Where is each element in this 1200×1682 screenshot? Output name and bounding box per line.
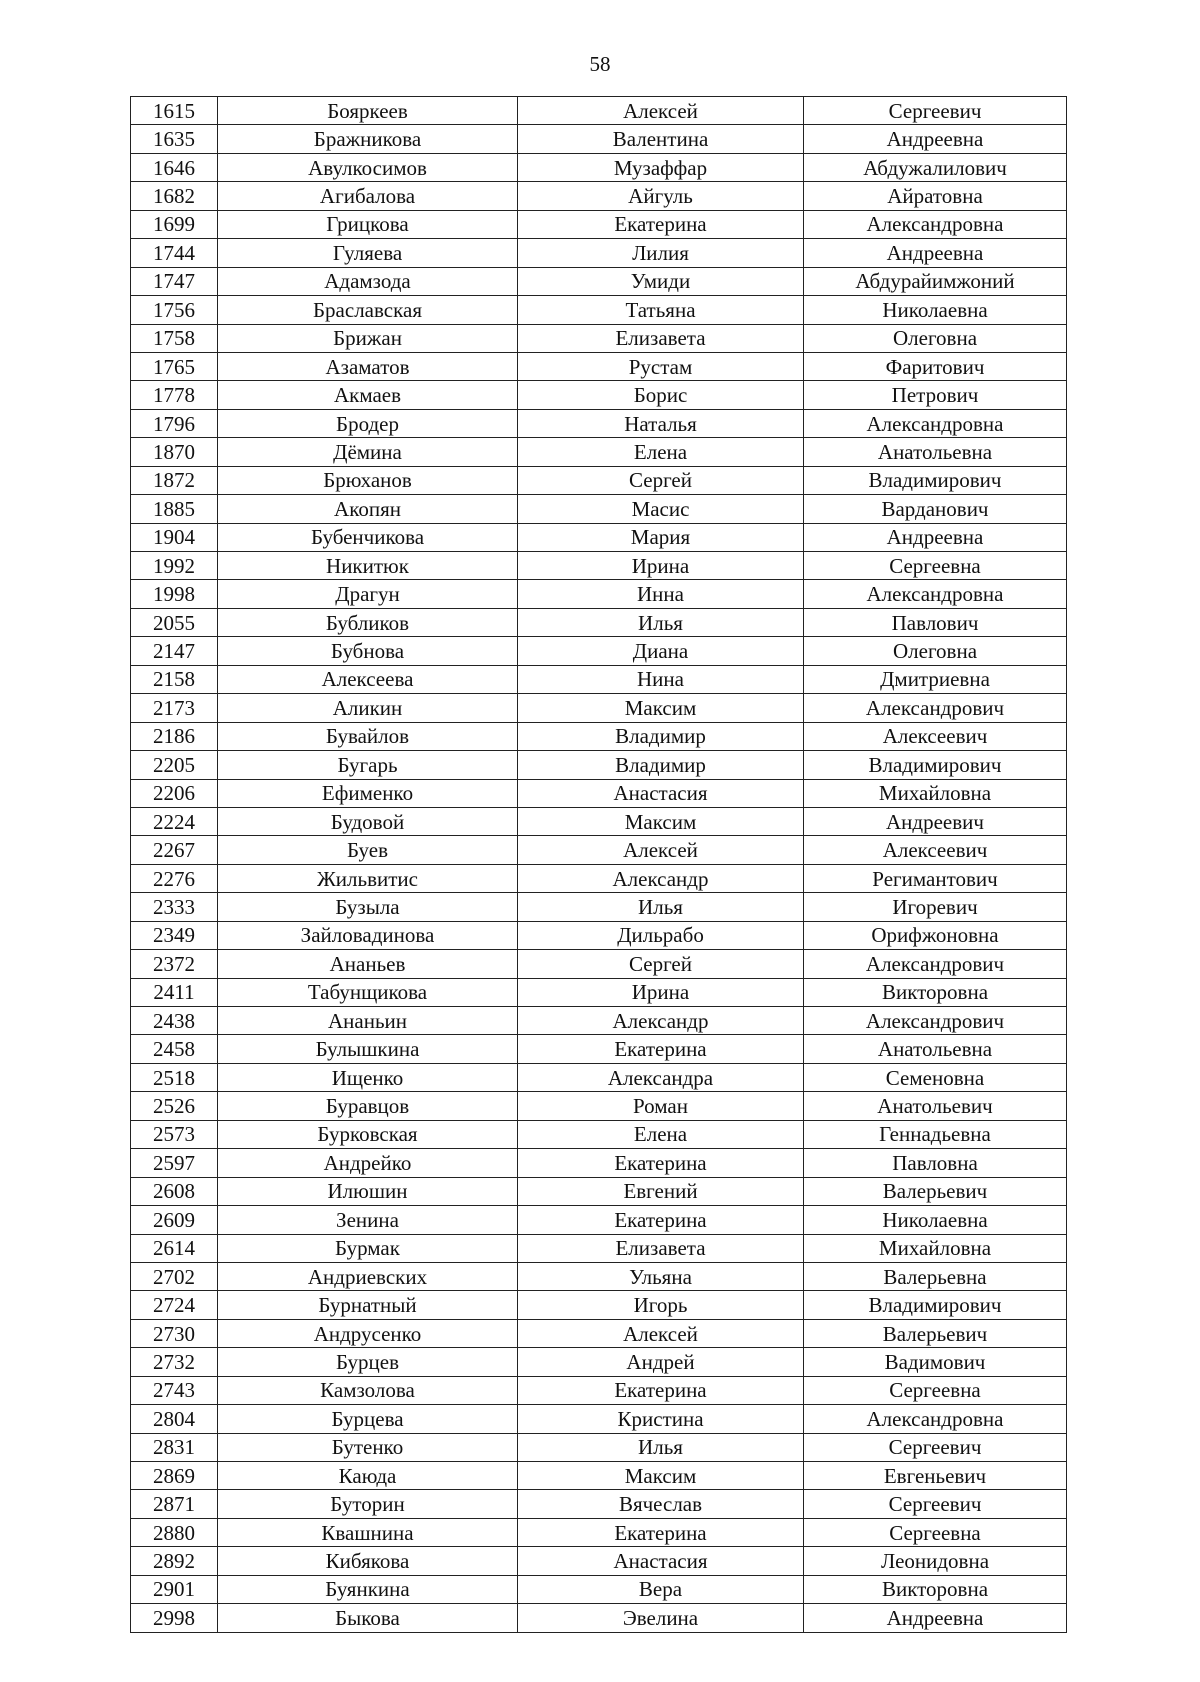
surname-cell: Брижан [218,324,518,352]
record-number-cell: 2597 [131,1149,218,1177]
table-row [131,466,1067,494]
given-name-cell: Елена [518,438,804,466]
surname-cell: Табунщикова [218,978,518,1006]
patronymic-cell: Вадимович [804,1348,1067,1376]
given-name-cell: Илья [518,608,804,636]
surname-cell: Квашнина [218,1518,518,1546]
surname-cell: Никитюк [218,552,518,580]
patronymic-cell: Андреевич [804,807,1067,835]
table-row [131,210,1067,238]
table-row [131,352,1067,380]
given-name-cell: Масис [518,495,804,523]
surname-cell: Бугарь [218,751,518,779]
given-name-cell: Илья [518,1433,804,1461]
table-row [131,836,1067,864]
surname-cell: Бувайлов [218,722,518,750]
given-name-cell: Елизавета [518,324,804,352]
patronymic-cell: Валерьевич [804,1177,1067,1205]
record-number-cell: 2614 [131,1234,218,1262]
surname-cell: Ищенко [218,1063,518,1091]
surname-cell: Булышкина [218,1035,518,1063]
surname-cell: Буторин [218,1490,518,1518]
given-name-cell: Евгений [518,1177,804,1205]
given-name-cell: Сергей [518,466,804,494]
table-row [131,950,1067,978]
record-number-cell: 2526 [131,1092,218,1120]
table-row [131,153,1067,181]
patronymic-cell: Сергеевич [804,97,1067,125]
given-name-cell: Борис [518,381,804,409]
table-row [131,1604,1067,1632]
patronymic-cell: Орифжоновна [804,921,1067,949]
record-number-cell: 1765 [131,352,218,380]
given-name-cell: Александра [518,1063,804,1091]
surname-cell: Бубнова [218,637,518,665]
table-row [131,1518,1067,1546]
given-name-cell: Алексей [518,97,804,125]
table-row [131,1547,1067,1575]
surname-cell: Браславская [218,296,518,324]
given-name-cell: Эвелина [518,1604,804,1632]
surname-cell: Буянкина [218,1575,518,1603]
given-name-cell: Елизавета [518,1234,804,1262]
table-row [131,893,1067,921]
given-name-cell: Валентина [518,125,804,153]
given-name-cell: Кристина [518,1405,804,1433]
surname-cell: Андриевских [218,1262,518,1290]
surname-cell: Аликин [218,694,518,722]
surname-cell: Гуляева [218,239,518,267]
table-row [131,438,1067,466]
given-name-cell: Умиди [518,267,804,295]
table-row [131,722,1067,750]
surname-cell: Бубликов [218,608,518,636]
table-row [131,1035,1067,1063]
surname-cell: Брюханов [218,466,518,494]
patronymic-cell: Валерьевна [804,1262,1067,1290]
surname-cell: Илюшин [218,1177,518,1205]
roster-body [131,97,1067,1633]
record-number-cell: 2224 [131,807,218,835]
table-row [131,807,1067,835]
given-name-cell: Алексей [518,1319,804,1347]
record-number-cell: 1744 [131,239,218,267]
record-number-cell: 2998 [131,1604,218,1632]
patronymic-cell: Сергеевна [804,1518,1067,1546]
given-name-cell: Нина [518,665,804,693]
record-number-cell: 2205 [131,751,218,779]
table-row [131,1007,1067,1035]
record-number-cell: 1615 [131,97,218,125]
record-number-cell: 2609 [131,1206,218,1234]
given-name-cell: Максим [518,694,804,722]
table-row [131,637,1067,665]
surname-cell: Буев [218,836,518,864]
patronymic-cell: Геннадьевна [804,1120,1067,1148]
record-number-cell: 2608 [131,1177,218,1205]
table-row [131,1376,1067,1404]
patronymic-cell: Николаевна [804,296,1067,324]
given-name-cell: Екатерина [518,1376,804,1404]
record-number-cell: 2743 [131,1376,218,1404]
record-number-cell: 2158 [131,665,218,693]
patronymic-cell: Петрович [804,381,1067,409]
record-number-cell: 1904 [131,523,218,551]
patronymic-cell: Дмитриевна [804,665,1067,693]
given-name-cell: Александр [518,864,804,892]
surname-cell: Жильвитис [218,864,518,892]
record-number-cell: 1885 [131,495,218,523]
record-number-cell: 2518 [131,1063,218,1091]
patronymic-cell: Павлович [804,608,1067,636]
table-row [131,523,1067,551]
page-number: 58 [589,52,611,76]
patronymic-cell: Павловна [804,1149,1067,1177]
given-name-cell: Екатерина [518,1035,804,1063]
surname-cell: Адамзода [218,267,518,295]
patronymic-cell: Евгеньевич [804,1462,1067,1490]
record-number-cell: 1872 [131,466,218,494]
given-name-cell: Илья [518,893,804,921]
record-number-cell: 1682 [131,182,218,210]
record-number-cell: 2333 [131,893,218,921]
given-name-cell: Мария [518,523,804,551]
record-number-cell: 1646 [131,153,218,181]
record-number-cell: 2372 [131,950,218,978]
given-name-cell: Сергей [518,950,804,978]
patronymic-cell: Александрович [804,1007,1067,1035]
patronymic-cell: Олеговна [804,637,1067,665]
record-number-cell: 2055 [131,608,218,636]
surname-cell: Бубенчикова [218,523,518,551]
surname-cell: Кибякова [218,1547,518,1575]
surname-cell: Зенина [218,1206,518,1234]
surname-cell: Бояркеев [218,97,518,125]
record-number-cell: 1998 [131,580,218,608]
table-row [131,751,1067,779]
table-row [131,1149,1067,1177]
record-number-cell: 2411 [131,978,218,1006]
patronymic-cell: Анатольевич [804,1092,1067,1120]
table-row [131,1234,1067,1262]
surname-cell: Андрейко [218,1149,518,1177]
table-row [131,125,1067,153]
table-row [131,1120,1067,1148]
table-row [131,1433,1067,1461]
patronymic-cell: Валерьевич [804,1319,1067,1347]
table-row [131,1575,1067,1603]
patronymic-cell: Владимирович [804,466,1067,494]
given-name-cell: Татьяна [518,296,804,324]
patronymic-cell: Семеновна [804,1063,1067,1091]
patronymic-cell: Андреевна [804,239,1067,267]
record-number-cell: 2147 [131,637,218,665]
patronymic-cell: Сергеевна [804,1376,1067,1404]
patronymic-cell: Александровна [804,409,1067,437]
surname-cell: Бурнатный [218,1291,518,1319]
table-row [131,324,1067,352]
patronymic-cell: Фаритович [804,352,1067,380]
record-number-cell: 2831 [131,1433,218,1461]
surname-cell: Бурмак [218,1234,518,1262]
given-name-cell: Елена [518,1120,804,1148]
surname-cell: Драгун [218,580,518,608]
patronymic-cell: Владимирович [804,751,1067,779]
surname-cell: Акопян [218,495,518,523]
patronymic-cell: Андреевна [804,1604,1067,1632]
record-number-cell: 1778 [131,381,218,409]
given-name-cell: Александр [518,1007,804,1035]
table-row [131,1291,1067,1319]
table-row [131,694,1067,722]
record-number-cell: 1756 [131,296,218,324]
surname-cell: Бурцева [218,1405,518,1433]
table-row [131,864,1067,892]
patronymic-cell: Викторовна [804,1575,1067,1603]
given-name-cell: Инна [518,580,804,608]
record-number-cell: 1699 [131,210,218,238]
table-row [131,267,1067,295]
table-row [131,296,1067,324]
roster-table [130,96,1067,1633]
patronymic-cell: Александрович [804,694,1067,722]
patronymic-cell: Айратовна [804,182,1067,210]
given-name-cell: Андрей [518,1348,804,1376]
surname-cell: Бурковская [218,1120,518,1148]
patronymic-cell: Александровна [804,580,1067,608]
record-number-cell: 1635 [131,125,218,153]
record-number-cell: 2869 [131,1462,218,1490]
record-number-cell: 2573 [131,1120,218,1148]
given-name-cell: Айгуль [518,182,804,210]
given-name-cell: Екатерина [518,1149,804,1177]
surname-cell: Ефименко [218,779,518,807]
record-number-cell: 2901 [131,1575,218,1603]
surname-cell: Каюда [218,1462,518,1490]
record-number-cell: 1796 [131,409,218,437]
given-name-cell: Дильрабо [518,921,804,949]
patronymic-cell: Варданович [804,495,1067,523]
surname-cell: Азаматов [218,352,518,380]
table-row [131,1092,1067,1120]
record-number-cell: 2804 [131,1405,218,1433]
table-row [131,1462,1067,1490]
given-name-cell: Владимир [518,751,804,779]
surname-cell: Зайловадинова [218,921,518,949]
record-number-cell: 2730 [131,1319,218,1347]
surname-cell: Агибалова [218,182,518,210]
record-number-cell: 2871 [131,1490,218,1518]
surname-cell: Бузыла [218,893,518,921]
given-name-cell: Игорь [518,1291,804,1319]
record-number-cell: 2267 [131,836,218,864]
table-row [131,665,1067,693]
patronymic-cell: Анатольевна [804,438,1067,466]
given-name-cell: Максим [518,807,804,835]
record-number-cell: 2892 [131,1547,218,1575]
given-name-cell: Лилия [518,239,804,267]
table-row [131,921,1067,949]
given-name-cell: Рустам [518,352,804,380]
surname-cell: Грицкова [218,210,518,238]
surname-cell: Андрусенко [218,1319,518,1347]
table-row [131,97,1067,125]
given-name-cell: Роман [518,1092,804,1120]
given-name-cell: Ирина [518,552,804,580]
table-row [131,1348,1067,1376]
patronymic-cell: Анатольевна [804,1035,1067,1063]
record-number-cell: 1747 [131,267,218,295]
table-row [131,1319,1067,1347]
record-number-cell: 2349 [131,921,218,949]
surname-cell: Камзолова [218,1376,518,1404]
patronymic-cell: Викторовна [804,978,1067,1006]
record-number-cell: 1758 [131,324,218,352]
given-name-cell: Диана [518,637,804,665]
given-name-cell: Вячеслав [518,1490,804,1518]
record-number-cell: 2880 [131,1518,218,1546]
given-name-cell: Екатерина [518,1518,804,1546]
record-number-cell: 2206 [131,779,218,807]
patronymic-cell: Сергеевич [804,1433,1067,1461]
record-number-cell: 2702 [131,1262,218,1290]
surname-cell: Акмаев [218,381,518,409]
table-row [131,1206,1067,1234]
table-row [131,1490,1067,1518]
table-row [131,409,1067,437]
record-number-cell: 1870 [131,438,218,466]
given-name-cell: Ирина [518,978,804,1006]
table-row [131,182,1067,210]
surname-cell: Ананьин [218,1007,518,1035]
given-name-cell: Наталья [518,409,804,437]
given-name-cell: Екатерина [518,210,804,238]
table-row [131,978,1067,1006]
patronymic-cell: Андреевна [804,523,1067,551]
table-row [131,608,1067,636]
record-number-cell: 2438 [131,1007,218,1035]
patronymic-cell: Александровна [804,210,1067,238]
given-name-cell: Ульяна [518,1262,804,1290]
patronymic-cell: Олеговна [804,324,1067,352]
table-row [131,1063,1067,1091]
patronymic-cell: Владимирович [804,1291,1067,1319]
record-number-cell: 1992 [131,552,218,580]
patronymic-cell: Александрович [804,950,1067,978]
surname-cell: Быкова [218,1604,518,1632]
patronymic-cell: Михайловна [804,1234,1067,1262]
patronymic-cell: Михайловна [804,779,1067,807]
record-number-cell: 2732 [131,1348,218,1376]
surname-cell: Авулкосимов [218,153,518,181]
table-row [131,552,1067,580]
given-name-cell: Максим [518,1462,804,1490]
patronymic-cell: Леонидовна [804,1547,1067,1575]
table-row [131,239,1067,267]
table-row [131,1405,1067,1433]
table-row [131,381,1067,409]
record-number-cell: 2724 [131,1291,218,1319]
table-row [131,495,1067,523]
record-number-cell: 2276 [131,864,218,892]
patronymic-cell: Сергеевна [804,552,1067,580]
surname-cell: Буравцов [218,1092,518,1120]
record-number-cell: 2186 [131,722,218,750]
surname-cell: Бражникова [218,125,518,153]
given-name-cell: Алексей [518,836,804,864]
surname-cell: Бутенко [218,1433,518,1461]
patronymic-cell: Регимантович [804,864,1067,892]
patronymic-cell: Абдужалилович [804,153,1067,181]
record-number-cell: 2173 [131,694,218,722]
given-name-cell: Анастасия [518,779,804,807]
table-row [131,1177,1067,1205]
patronymic-cell: Сергеевич [804,1490,1067,1518]
surname-cell: Бродер [218,409,518,437]
surname-cell: Алексеева [218,665,518,693]
given-name-cell: Владимир [518,722,804,750]
given-name-cell: Музаффар [518,153,804,181]
table-row [131,779,1067,807]
patronymic-cell: Николаевна [804,1206,1067,1234]
patronymic-cell: Алексеевич [804,722,1067,750]
surname-cell: Будовой [218,807,518,835]
given-name-cell: Анастасия [518,1547,804,1575]
patronymic-cell: Абдурайимжоний [804,267,1067,295]
record-number-cell: 2458 [131,1035,218,1063]
surname-cell: Ананьев [218,950,518,978]
patronymic-cell: Александровна [804,1405,1067,1433]
patronymic-cell: Алексеевич [804,836,1067,864]
surname-cell: Дёмина [218,438,518,466]
given-name-cell: Екатерина [518,1206,804,1234]
given-name-cell: Вера [518,1575,804,1603]
patronymic-cell: Игоревич [804,893,1067,921]
patronymic-cell: Андреевна [804,125,1067,153]
table-row [131,1262,1067,1290]
table-row [131,580,1067,608]
surname-cell: Бурцев [218,1348,518,1376]
